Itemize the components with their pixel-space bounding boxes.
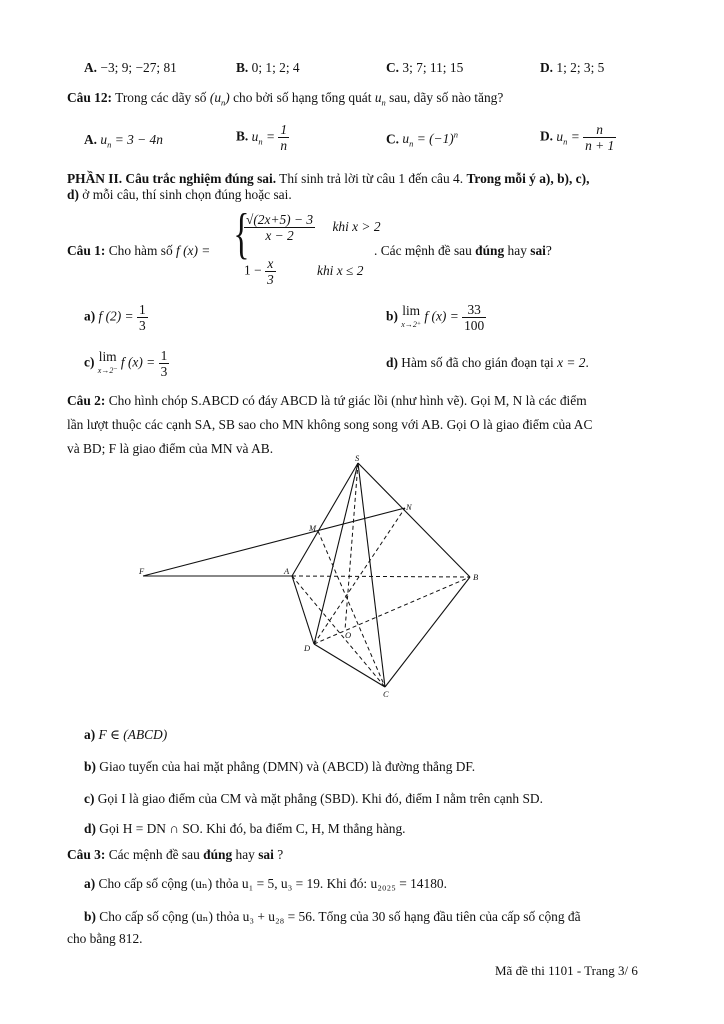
part2-header: PHẦN II. Câu trắc nghiệm đúng sai. Thí sinh trả lời từ câu 1 đến câu 4. Trong mỗi ý a), b), c), bbox=[67, 171, 590, 186]
c2-line2: lần lượt thuộc các cạnh SA, SB sao cho MN không song song với AB. Gọi O là giao điểm của AC bbox=[67, 417, 593, 432]
edge-SC bbox=[358, 463, 385, 687]
label-S: S bbox=[355, 453, 360, 463]
line-FN bbox=[143, 508, 405, 576]
label-M: M bbox=[309, 523, 317, 533]
piecewise-brace: { bbox=[233, 203, 250, 265]
c1-item-d: d) Hàm số đã cho gián đoạn tại x = 2. bbox=[386, 355, 589, 370]
page-footer: Mã đề thi 1101 - Trang 3/ 6 bbox=[495, 963, 638, 978]
piece1: $\frac{√(2x+5) - 3}{x - 2}$ khi x > 2 bbox=[246, 212, 381, 243]
c3-item-b: b) Cho cấp số cộng (uₙ) thỏa u₃ + u₂₈ = 56. Tổng của 30 số hạng đầu tiên của cấp số cộng đã bbox=[84, 909, 581, 924]
c1-item-c: c) lim x→2⁻ f (x) = $\frac{1}{3}$ bbox=[84, 348, 168, 379]
label-O: O bbox=[345, 630, 352, 640]
label-N: N bbox=[406, 502, 412, 512]
c1-tail: . Các mệnh đề sau đúng hay sai? bbox=[374, 243, 552, 258]
label-B: B bbox=[473, 572, 479, 582]
c2-line3: và BD; F là giao điểm của MN và AB. bbox=[67, 441, 274, 456]
q12-option-b: B. $u_n$ = $\frac{1}{n}$ bbox=[236, 122, 288, 153]
edge-DC bbox=[314, 644, 385, 687]
label-C: C bbox=[383, 689, 389, 699]
edge-SD bbox=[314, 463, 358, 644]
edge-SA bbox=[292, 463, 358, 576]
piece2: 1 − $\frac{x}{3}$ khi x ≤ 2 bbox=[244, 256, 364, 287]
label-D: D bbox=[304, 643, 311, 653]
q11-option-d: D. 1; 2; 3; 5 bbox=[540, 60, 605, 75]
c1-item-b: b) lim x→2⁺ f (x) = $\frac{33}{100}$ bbox=[386, 302, 485, 333]
edge-AB bbox=[292, 576, 470, 577]
c3-stem: Câu 3: Các mệnh đề sau đúng hay sai ? bbox=[67, 847, 284, 862]
q12-option-c: C. $u_n = (-1)^n$ bbox=[386, 130, 458, 150]
edge-CB bbox=[385, 577, 470, 687]
c2-item-b: b) Giao tuyến của hai mặt phẳng (DMN) và (ABCD) là đường thẳng DF. bbox=[84, 759, 476, 774]
diag-AC bbox=[292, 576, 385, 687]
c1-stem: Câu 1: Cho hàm số f (x) = bbox=[67, 243, 211, 258]
c2-item-a: a) F ∈ (ABCD) bbox=[84, 727, 168, 742]
c3-item-a: a) Cho cấp số cộng (uₙ) thỏa u₁ = 5, u₃ = 19. Khi đó: u₂₀₂₅ = 14180. bbox=[84, 876, 447, 891]
c2-line1: Câu 2: Cho hình chóp S.ABCD có đáy ABCD là tứ giác lồi (như hình vẽ). Gọi M, N là các điểm bbox=[67, 393, 587, 408]
diag-DB bbox=[314, 577, 470, 644]
q12-stem: Câu 12: Trong các dãy số $(u_n)$ cho bởi số hạng tổng quát $u_n$ sau, dãy số nào tăng? bbox=[67, 90, 504, 108]
part2-header-line2: d) ở mỗi câu, thí sinh chọn đúng hoặc sai. bbox=[67, 187, 292, 202]
edge-SB bbox=[358, 463, 470, 577]
label-F: F bbox=[139, 566, 145, 576]
q11-option-c: C. 3; 7; 11; 15 bbox=[386, 60, 464, 75]
q12-option-d: D. $u_n$ = $\frac{n}{n + 1}$ bbox=[540, 122, 615, 153]
edge-AD bbox=[292, 576, 314, 644]
line-MC bbox=[318, 531, 385, 687]
q12-option-a: A. $u_n = 3 - 4n$ bbox=[84, 132, 163, 150]
q11-option-a: A. −3; 9; −27; 81 bbox=[84, 60, 177, 75]
c2-item-c: c) Gọi I là giao điểm của CM và mặt phẳng (SBD). Khi đó, điểm I nằm trên cạnh SD. bbox=[84, 791, 543, 806]
label-A: A bbox=[284, 566, 290, 576]
c2-item-d: d) Gọi H = DN ∩ SO. Khi đó, ba điểm C, H, M thẳng hàng. bbox=[84, 821, 406, 836]
c3-item-b-cont: cho bằng 812. bbox=[67, 931, 143, 946]
q11-option-b: B. 0; 1; 2; 4 bbox=[236, 60, 300, 75]
c1-item-a: a) f (2) = $\frac{1}{3}$ bbox=[84, 302, 146, 333]
